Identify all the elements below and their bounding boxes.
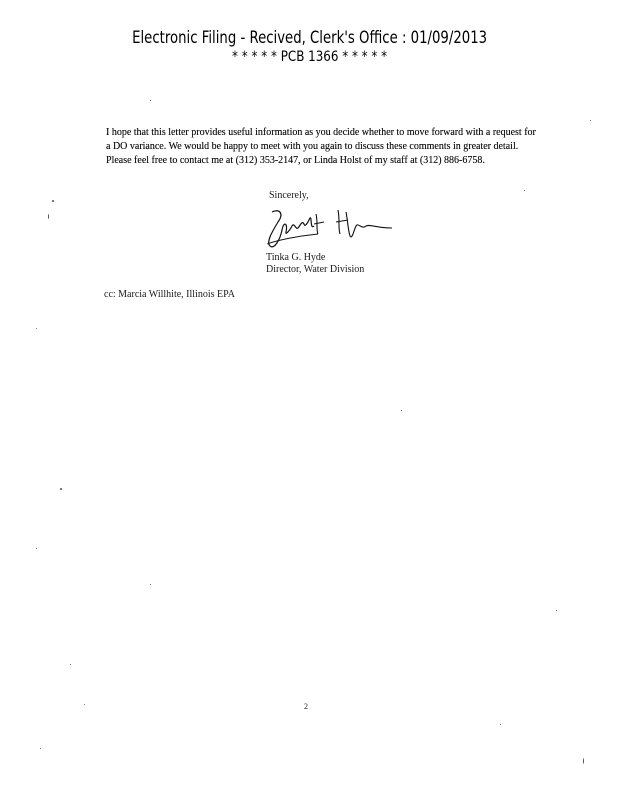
scan-speck <box>500 724 501 725</box>
scan-speck <box>48 214 49 219</box>
closing-salutation: Sincerely, <box>269 190 309 201</box>
scan-speck <box>150 584 151 585</box>
scan-speck <box>524 190 525 191</box>
scan-speck <box>84 704 85 705</box>
scan-speck <box>583 758 584 764</box>
scan-speck <box>401 410 402 411</box>
handwritten-signature <box>258 200 398 255</box>
filing-stamp: Electronic Filing - Recived, Clerk's Office : 01/09/2013 <box>132 28 488 48</box>
scan-speck <box>590 120 591 121</box>
scan-speck <box>40 748 41 749</box>
scan-speck <box>36 548 37 549</box>
cc-line: cc: Marcia Willhite, Illinois EPA <box>104 289 235 300</box>
scan-speck <box>556 610 557 611</box>
scan-speck <box>150 100 151 101</box>
scan-speck <box>36 328 37 329</box>
signer-name: Tinka G. Hyde <box>266 252 326 263</box>
signer-title: Director, Water Division <box>266 264 365 275</box>
scan-speck <box>70 664 71 665</box>
page-number: 2 <box>304 702 308 711</box>
scan-speck <box>52 200 54 202</box>
letter-body-paragraph: I hope that this letter provides useful information as you decide whether to move forward with a request for a DO variance. We would be happy to meet with you again to discuss these comments in greater detail. Please feel free to contact me at (312) 353-2147, or Linda Holst of my staff at (312) 886-6758. <box>106 127 536 166</box>
scan-speck <box>60 488 62 490</box>
case-stamp: * * * * * PCB 1366 * * * * * <box>232 49 388 65</box>
